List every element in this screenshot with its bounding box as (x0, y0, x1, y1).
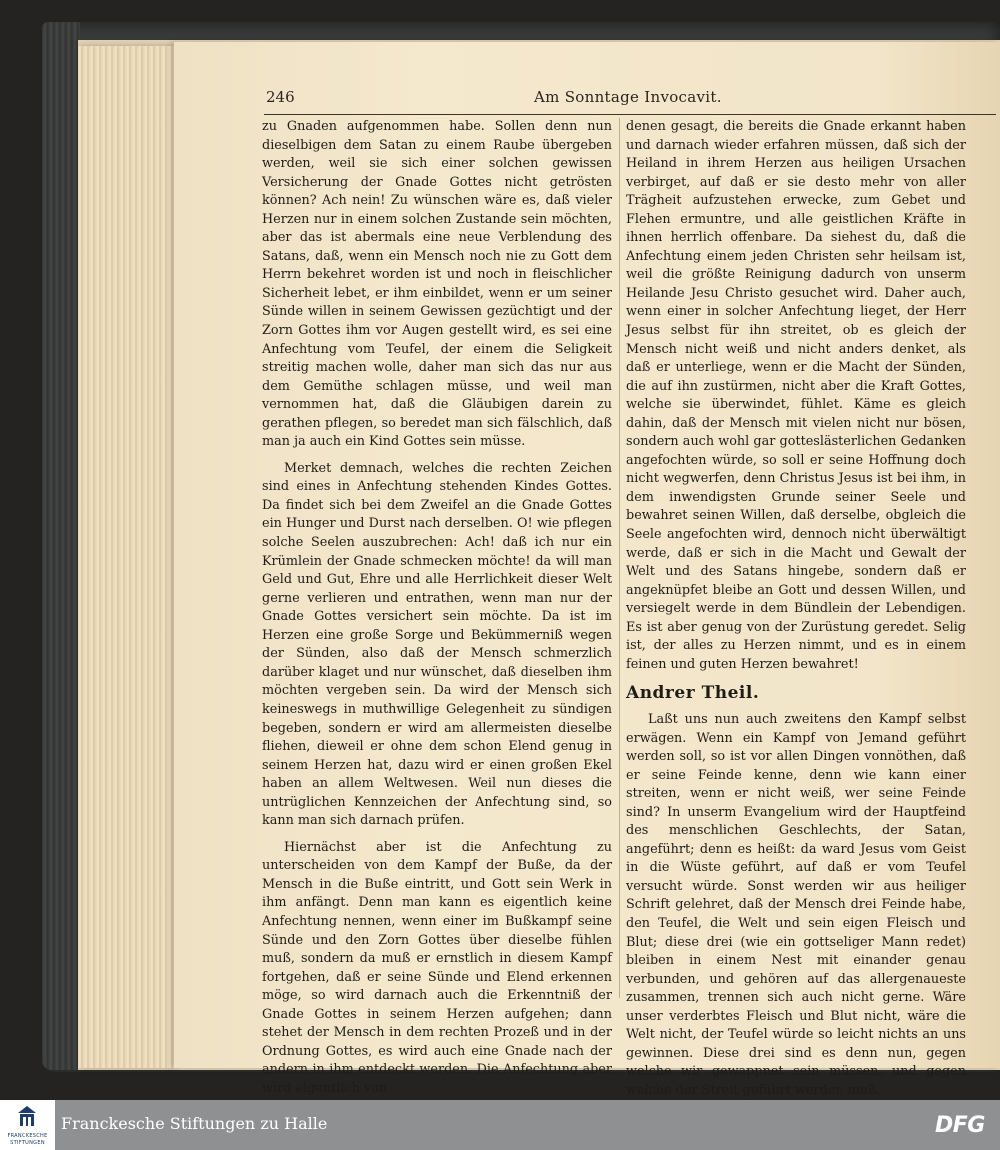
paragraph: denen gesagt, die bereits die Gnade erkannt haben und darnach wieder erfahren müssen, daß sich der Heiland in ihrem Herzen aus heiligen Ursachen verbirget, auf daß er sie desto mehr von aller Trägheit aufzustehen erwecke, zum Gebet und Flehen ermuntre, und alle geistlichen Kräfte in ihnen herrlich offenbare. Da siehest du, daß die Anfechtung einem jeden Christen sehr heilsam ist, weil die größte Reinigung dadurch von unserm Heilande Jesu Christo gesuchet wird. Daher auch, wenn einer in solcher Anfechtung lieget, der Herr Jesus selbst für ihn streitet, ob es gleich der Mensch nicht weiß und nicht anders denket, als daß er unterliege, wenn er die Macht der Sünden, die auf ihn zustürmen, nicht aber die Kraft Gottes, welche sie überwindet, fühlet. Käme es gleich dahin, daß der Mensch mit vielen nicht nur bösen, sondern auch wohl gar gotteslästerlichen Gedanken angefochten würde, so soll er seine Hoffnung doch nicht wegwerfen, denn Christus Jesus ist bei ihm, in dem inwendigsten Grunde seiner Seele und bewahret seinen Willen, daß derselbe, obgleich die Seele angefochten wird, dennoch nicht überwältigt werde, daß er sich in die Macht und Gewalt der Welt und des Satans hingebe, sondern daß er angeknüpfet bleibe an Gott und dessen Willen, und versiegelt werde in dem Bündlein der Lebendigen. Es ist aber genug von der Zurüstung geredet. Selig ist, der alles zu Herzen nimmt, und es in einem feinen und guten Herzen bewahret! (626, 119, 966, 672)
paragraph: Merket demnach, welches die rechten Zeichen sind eines in Anfechtung stehenden Kindes Gottes. Da findet sich bei dem Zweifel an die Gnade Gottes ein Hunger und Durst nach derselben. O! wie pflegen solche Seelen auszubrechen: Ach! daß ich nur ein Krümlein der Gnade schmecken möchte! da will man Geld und Gut, Ehre und alle Herrlichkeit dieser Welt gerne verlieren und entrathen, wenn man nur der Gnade Gottes versichert sein möchte. Da ist im Herzen eine große Sorge und Bekümmerniß wegen der Sünden, also daß der Mensch schmerzlich darüber klaget und nur wünschet, daß dieselben ihm möchten vergeben sein. Da wird der Mensch sich keineswegs in muthwillige Gelegenheit zu sündigen begeben, sondern er wird am allermeisten dieselbe fliehen, dieweil er ohne dem schon Elend genug in seinem Herzen hat, dazu wird er einen großen Ekel haben an allem Weltwesen. Weil nun dieses die untrüglichen Kennzeichen der Anfechtung sind, so kann man sich darnach prüfen. (262, 460, 612, 829)
paragraph: Laßt uns nun auch zweitens den Kampf selbst erwägen. Wenn ein Kampf von Jemand geführt werden soll, so ist vor allen Dingen vonnöthen, daß er seine Feinde kenne, denn wie kann einer streiten, wenn er nicht weiß, wer seine Feinde sind? In unserm Evangelium wird der Hauptfeind des menschlichen Geschlechts, der Satan, angeführt; denn es heißt: da ward Jesus vom Geist in die Wüste geführt, auf daß er vom Teufel versucht würde. Sonst werden wir aus heiliger Schrift gelehret, daß der Mensch drei Feinde habe, den Teufel, die Welt und sein eigen Fleisch und Blut; diese drei (wie ein gottseliger Mann redet) bleiben in einem Nest mit einander genau verbunden, und gehören auf das allergenaueste zusammen, trennen sich auch nicht gerne. Wäre unser verderbtes Fleisch und Blut nicht, wäre die Welt nicht, der Teufel würde so leicht nichts an uns gewinnen. Diese drei sind es denn nun, gegen welche wir gewappnet sein müssen, und gegen welche der Streit geführt werden muß. (626, 711, 966, 1098)
section-heading: Andrer Theil. (626, 683, 760, 704)
page-edges (78, 46, 174, 1068)
header-rule (264, 114, 996, 115)
institution-logo[interactable] (0, 1100, 55, 1150)
viewer-footer (0, 1100, 1000, 1150)
paragraph: zu Gnaden aufgenommen habe. Sollen denn nun dieselbigen dem Satan zu einem Raube übergeben werden, weil sie sich einer solchen gewissen Versicherung der Gnade Gottes nicht getrösten können? Ach nein! Zu wünschen wäre es, daß vieler Herzen nur in einem solchen Zustande sein möchten, aber das ist abermals eine neue Verblendung des Satans, daß, wenn ein Mensch noch nie zu Gott dem Herrn bekehret worden ist und noch in fleischlicher Sicherheit lebet, er ihm einbildet, wenn er um seiner Sünde willen in seinem Gewissen gezüchtigt und der Zorn Gottes ihm vor Augen gestellt wird, es sei eine Anfechtung vom Teufel, der einem die Seligkeit streitig machen wolle, daher man sich das nur aus dem Gemüthe schlagen müsse, und weil man vernommen hat, daß die Gläubigen darein zu gerathen pflegen, so beredet man sich fälschlich, daß man ja auch ein Kind Gottes sein müsse. (262, 119, 612, 450)
text-column-right (626, 118, 966, 1100)
building-icon (18, 1106, 36, 1128)
text-column-left (262, 118, 612, 1098)
page-header (266, 86, 994, 110)
dfg-logo[interactable]: DFG (935, 1113, 985, 1138)
book-spine (42, 22, 80, 1070)
running-title: Am Sonntage Invocavit. (534, 88, 722, 106)
institution-name[interactable]: Franckesche Stiftungen zu Halle (61, 1114, 328, 1133)
column-divider (619, 118, 620, 998)
logo-text: STIFTUNGEN (10, 1140, 45, 1146)
logo-text: FRANCKESCHE (7, 1133, 48, 1139)
page-number: 246 (266, 88, 295, 106)
paragraph: Hiernächst aber ist die Anfechtung zu unterscheiden von dem Kampf der Buße, da der Mensch in die Buße eintritt, und Gott sein Werk in ihm anfängt. Denn man kann es eigentlich keine Anfechtung nennen, wenn einer im Bußkampf seine Sünde und den Zorn Gottes über dieselbe fühlen muß, sondern da muß er ernstlich in diesem Kampf fortgehen, daß er seine Sünde und Elend erkennen möge, so wird darnach auch die Erkenntniß der Gnade Gottes in seinem Herzen aufgehen; dann stehet der Mensch in dem rechten Prozeß und in der Ordnung Gottes, es wird auch eine Gnade nach der andern in ihm entdeckt werden. Die Anfechtung aber wird eigentlich von (262, 839, 612, 1096)
